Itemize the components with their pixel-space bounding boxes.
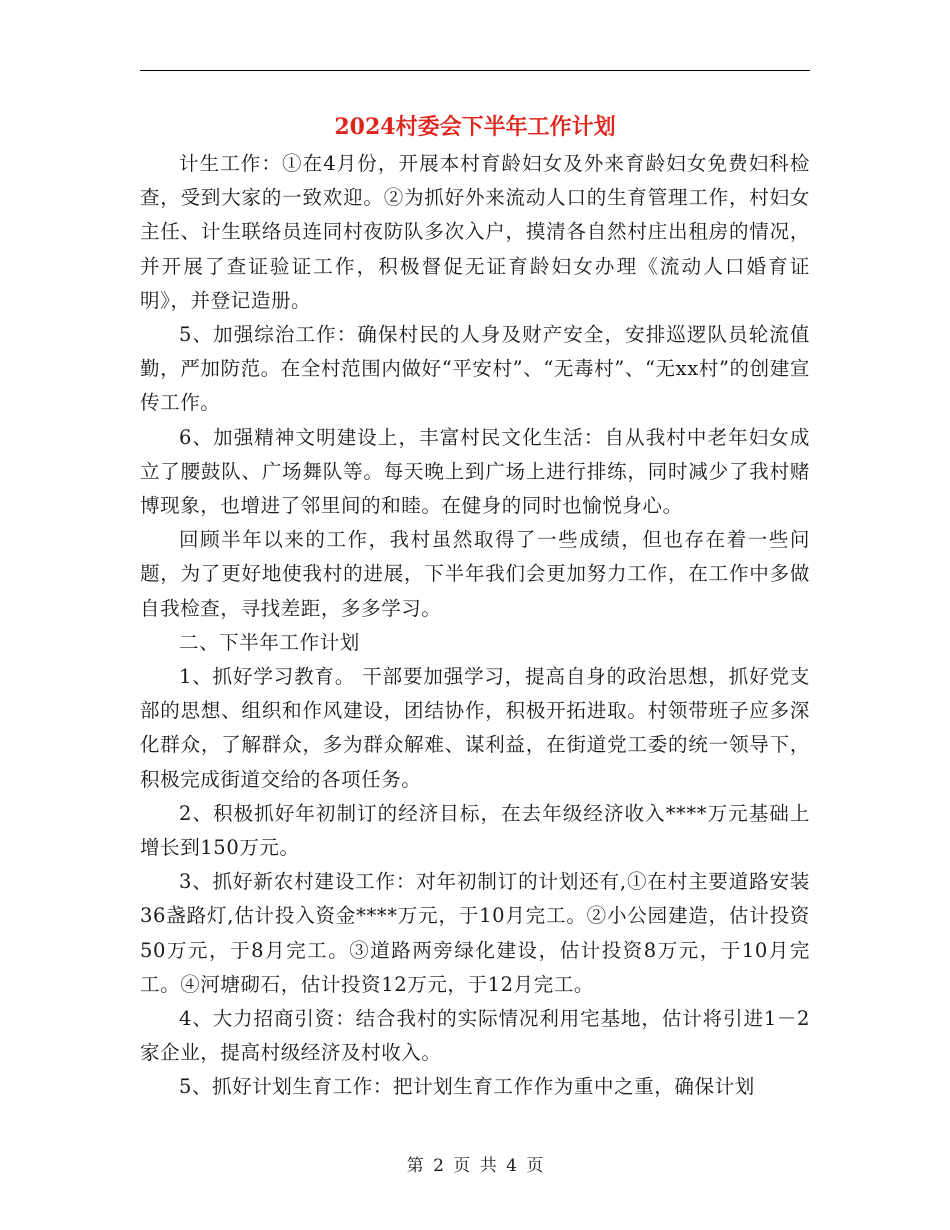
document-title: 2024村委会下半年工作计划	[334, 114, 616, 140]
header-rule	[140, 70, 810, 71]
paragraph: 回顾半年以来的工作，我村虽然取得了一些成绩，但也存在着一些问题，为了更好地使我村的进展，下半年我们会更加努力工作，在工作中多做自我检查，寻找差距，多多学习。	[140, 528, 810, 620]
section-heading: 二、下半年工作计划	[179, 630, 360, 654]
paragraph: 4、大力招商引资：结合我村的实际情况利用宅基地，估计将引进1－2家企业，提高村级经济及村收入。	[140, 1007, 810, 1065]
paragraph: 5、抓好计划生育工作：把计划生育工作作为重中之重，确保计划	[179, 1075, 755, 1099]
paragraph: 3、抓好新农村建设工作：对年初制订的计划还有,①在村主要道路安装36盏路灯,估计投入资金****万元，于10月完工。②小公园建造，估计投资50万元，于8月完工。③道路两旁绿化建设，估计投资8万元，于10月完工。④河塘砌石，估计投资12万元，于12月完工。	[140, 870, 810, 996]
paragraph: 6、加强精神文明建设上，丰富村民文化生活：自从我村中老年妇女成立了腰鼓队、广场舞队等。每天晚上到广场上进行排练，同时减少了我村赌博现象，也增进了邻里间的和睦。在健身的同时也愉悦身心。	[140, 425, 810, 518]
paragraph: 5、加强综治工作：确保村民的人身及财产安全，安排巡逻队员轮流值勤，严加防范。在全村范围内做好“平安村”、“无毒村”、“无xx村”的创建宣传工作。	[140, 323, 810, 415]
page-number-footer: 第 2 页 共 4 页	[406, 1156, 544, 1176]
paragraph: 计生工作：①在4月份，开展本村育龄妇女及外来育龄妇女免费妇科检查，受到大家的一致欢迎。②为抓好外来流动人口的生育管理工作，村妇女主任、计生联络员连同村夜防队多次入户，摸清各自然村庄出租房的情况，并开展了查证验证工作，积极督促无证育龄妇女办理《流动人口婚育证明》，并登记造册。	[140, 152, 810, 312]
paragraph: 1、抓好学习教育。 干部要加强学习，提高自身的政治思想，抓好党支部的思想、组织和作风建设，团结协作，积极开拓进取。村领带班子应多深化群众，了解群众，多为群众解难、谋利益，在街道党工委的统一领导下，积极完成街道交给的各项任务。	[140, 665, 810, 791]
paragraph: 2、积极抓好年初制订的经济目标，在去年级经济收入****万元基础上增长到150万元。	[140, 801, 810, 860]
document-body	[140, 147, 810, 1105]
